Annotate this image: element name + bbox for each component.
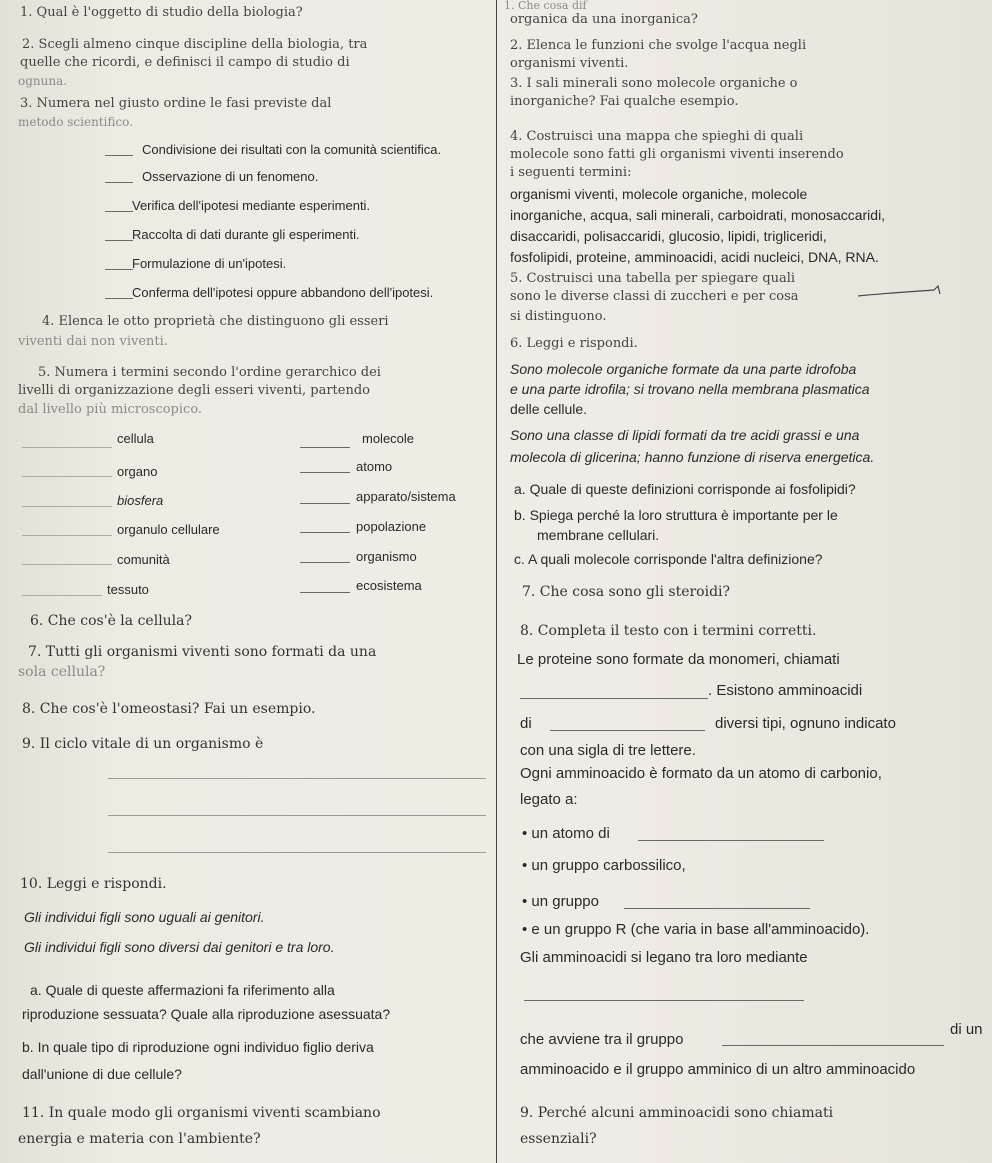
q3-blank-3[interactable] <box>105 211 133 212</box>
right-question-2-line-2: organismi viventi. <box>510 56 629 71</box>
q6-definition-2-line-1: Sono una classe di lipidi formati da tre acidi grassi e una <box>510 427 860 443</box>
q6-question-a: a. Quale di queste definizioni corrisponde ai fosfolipidi? <box>514 481 856 497</box>
left-question-5-line-1: 5. Numera i termini secondo l'ordine gerarchico dei <box>38 365 381 380</box>
q5-blank-ecosistema[interactable] <box>300 592 350 593</box>
right-question-3-line-2: inorganiche? Fai qualche esempio. <box>510 94 739 109</box>
q8-text-line-8b: di un <box>950 1021 983 1038</box>
right-question-9-line-1: 9. Perché alcuni amminoacidi sono chiamati <box>520 1105 834 1121</box>
column-divider <box>496 0 497 1163</box>
q8-text-line-6: legato a: <box>520 791 578 808</box>
q5-term-tessuto: tessuto <box>107 582 149 597</box>
q8-blank-atomo[interactable] <box>638 840 824 841</box>
q5-blank-cellula[interactable] <box>22 447 112 448</box>
q3-item-1: Condivisione dei risultati con la comunità scientifica. <box>142 142 442 157</box>
q8-text-line-7: Gli amminoacidi si legano tra loro mediante <box>520 949 808 966</box>
left-question-7-line-1: 7. Tutti gli organismi viventi sono formati da una <box>28 644 377 660</box>
left-question-1: 1. Qual è l'oggetto di studio della biologia? <box>20 5 303 20</box>
q8-blank-monomeri[interactable] <box>520 698 708 699</box>
q5-blank-organo[interactable] <box>22 476 112 477</box>
q4-terms-line-4: fosfolipidi, proteine, amminoacidi, acidi nucleici, DNA, RNA. <box>510 249 879 265</box>
q5-term-comunita: comunità <box>117 552 170 567</box>
q8-bullet-3: • un gruppo <box>522 893 599 910</box>
left-question-4-line-1: 4. Elenca le otto proprietà che distinguono gli esseri <box>42 314 389 329</box>
right-question-5-line-3: si distinguono. <box>510 309 607 324</box>
q8-blank-legame[interactable] <box>524 1000 804 1001</box>
right-question-1-tail: organica da una inorganica? <box>510 12 698 27</box>
right-question-4-line-3: i seguenti termini: <box>510 165 632 180</box>
q6-question-b-line-1: b. Spiega perché la loro struttura è importante per le <box>514 507 838 523</box>
q5-term-atomo: atomo <box>356 459 393 474</box>
left-question-5-line-3: dal livello più microscopico. <box>18 402 203 417</box>
q5-blank-biosfera[interactable] <box>22 506 112 507</box>
q8-text-line-9: amminoacido e il gruppo amminico di un altro amminoacido <box>520 1061 916 1078</box>
right-question-9-line-2: essenziali? <box>520 1131 597 1147</box>
q9-answer-line-1[interactable] <box>108 778 486 779</box>
left-question-6: 6. Che cos'è la cellula? <box>30 613 193 629</box>
q8-text-line-3b: diversi tipi, ognuno indicato <box>715 715 896 732</box>
left-question-5-line-2: livelli di organizzazione degli esseri viventi, partendo <box>18 383 370 398</box>
q5-blank-molecole[interactable] <box>300 447 350 448</box>
left-question-7-line-2: sola cellula? <box>18 664 106 680</box>
q3-blank-1[interactable] <box>105 155 133 156</box>
q6-definition-1-line-2: e una parte idrofila; si trovano nella membrana plasmatica <box>510 381 870 397</box>
q5-term-organismo: organismo <box>356 549 417 564</box>
q5-term-popolazione: popolazione <box>356 519 427 534</box>
q8-text-line-8a: che avviene tra il gruppo <box>520 1031 684 1048</box>
right-question-6: 6. Leggi e rispondi. <box>510 336 638 351</box>
left-question-8: 8. Che cos'è l'omeostasi? Fai un esempio. <box>22 701 316 717</box>
left-question-2-line-2: quelle che ricordi, e definisci il campo di studio di <box>20 55 350 70</box>
q8-bullet-1: • un atomo di <box>522 825 610 842</box>
q8-text-line-4: con una sigla di tre lettere. <box>520 742 696 759</box>
q3-item-3: Verifica dell'ipotesi mediante esperimenti. <box>132 198 371 213</box>
q5-term-cellula: cellula <box>117 431 154 446</box>
left-question-11-line-2: energia e materia con l'ambiente? <box>18 1131 261 1147</box>
q4-terms-line-2: inorganiche, acqua, sali minerali, carboidrati, monosaccaridi, <box>510 207 886 223</box>
q10-b-line-1: b. In quale tipo di riproduzione ogni individuo figlio deriva <box>22 1039 374 1055</box>
q5-term-ecosistema: ecosistema <box>356 578 422 593</box>
q4-terms-line-3: disaccaridi, polisaccaridi, glucosio, lipidi, trigliceridi, <box>510 228 827 244</box>
q6-definition-2-line-2: molecola di glicerina; hanno funzione di riserva energetica. <box>510 449 875 465</box>
right-question-5-line-1: 5. Costruisci una tabella per spiegare quali <box>510 271 796 286</box>
left-question-11-line-1: 11. In quale modo gli organismi viventi scambiano <box>22 1105 381 1121</box>
q10-b-line-2: dall'unione di due cellule? <box>22 1066 182 1082</box>
q6-question-b-line-2: membrane cellulari. <box>537 527 660 543</box>
right-question-4-line-2: molecole sono fatti gli organismi viventi inserendo <box>510 147 844 162</box>
q3-blank-6[interactable] <box>105 298 133 299</box>
q5-term-biosfera: biosfera <box>117 493 164 508</box>
q3-blank-4[interactable] <box>105 240 133 241</box>
q8-text-line-5: Ogni amminoacido è formato da un atomo di carbonio, <box>520 765 882 782</box>
left-question-4-line-2: viventi dai non viventi. <box>18 334 168 349</box>
q5-term-organulo: organulo cellulare <box>117 522 220 537</box>
q10-a-line-1: a. Quale di queste affermazioni fa riferimento alla <box>30 982 335 998</box>
q8-text-line-1: Le proteine sono formate da monomeri, chiamati <box>517 651 840 668</box>
q5-blank-tessuto[interactable] <box>22 595 102 596</box>
right-question-3-line-1: 3. I sali minerali sono molecole organiche o <box>510 76 798 91</box>
q5-blank-comunita[interactable] <box>22 564 112 565</box>
right-question-8: 8. Completa il testo con i termini corretti. <box>520 623 817 639</box>
right-top-clipped-text: 1. Che cosa dif <box>504 0 587 12</box>
q6-definition-1-line-3: delle cellule. <box>510 401 588 417</box>
right-question-2-line-1: 2. Elenca le funzioni che svolge l'acqua negli <box>510 38 807 53</box>
left-question-10: 10. Leggi e rispondi. <box>20 876 167 892</box>
q3-item-5: Formulazione di un'ipotesi. <box>132 256 287 271</box>
q3-blank-2[interactable] <box>105 182 133 183</box>
q3-item-6: Conferma dell'ipotesi oppure abbandono dell'ipotesi. <box>132 285 434 300</box>
q9-answer-line-2[interactable] <box>108 815 486 816</box>
q9-answer-line-3[interactable] <box>108 852 486 853</box>
q3-blank-5[interactable] <box>105 269 133 270</box>
q6-definition-1-line-1: Sono molecole organiche formate da una parte idrofoba <box>510 361 857 377</box>
q5-blank-atomo[interactable] <box>300 472 350 473</box>
q5-term-apparato: apparato/sistema <box>356 489 456 504</box>
q8-bullet-2: • un gruppo carbossilico, <box>522 857 686 874</box>
left-question-2-line-1: 2. Scegli almeno cinque discipline della biologia, tra <box>22 37 368 52</box>
left-question-2-line-3: ognuna. <box>18 74 68 88</box>
q8-blank-gruppo[interactable] <box>624 908 810 909</box>
q3-item-4: Raccolta di dati durante gli esperimenti. <box>132 227 360 242</box>
pen-scribble-mark <box>856 282 946 302</box>
q8-text-line-2: . Esistono amminoacidi <box>708 682 863 699</box>
q10-statement-2: Gli individui figli sono diversi dai genitori e tra loro. <box>24 939 335 955</box>
right-question-4-line-1: 4. Costruisci una mappa che spieghi di quali <box>510 129 804 144</box>
q8-blank-number[interactable] <box>550 730 705 731</box>
left-question-9: 9. Il ciclo vitale di un organismo è <box>22 736 264 752</box>
q3-item-2: Osservazione di un fenomeno. <box>142 169 319 184</box>
q8-bullet-4: • e un gruppo R (che varia in base all'amminoacido). <box>522 921 870 938</box>
q8-text-line-3a: di <box>520 715 532 732</box>
q5-blank-apparato[interactable] <box>300 503 350 504</box>
q4-terms-line-1: organismi viventi, molecole organiche, molecole <box>510 186 808 202</box>
left-question-3-line-2: metodo scientifico. <box>18 115 134 129</box>
left-question-3-line-1: 3. Numera nel giusto ordine le fasi previste dal <box>20 96 332 111</box>
q6-question-c: c. A quali molecole corrisponde l'altra definizione? <box>514 551 823 567</box>
q5-term-organo: organo <box>117 464 158 479</box>
right-question-7: 7. Che cosa sono gli steroidi? <box>522 584 731 600</box>
q8-blank-gruppo-tipo[interactable] <box>722 1045 944 1046</box>
q5-blank-popolazione[interactable] <box>300 532 350 533</box>
q10-a-line-2: riproduzione sessuata? Quale alla riproduzione asessuata? <box>22 1006 391 1022</box>
right-question-5-line-2: sono le diverse classi di zuccheri e per cosa <box>510 289 799 304</box>
q5-term-molecole: molecole <box>362 431 415 446</box>
q5-blank-organulo[interactable] <box>22 535 112 536</box>
q5-blank-organismo[interactable] <box>300 562 350 563</box>
q10-statement-1: Gli individui figli sono uguali ai genitori. <box>24 909 265 925</box>
